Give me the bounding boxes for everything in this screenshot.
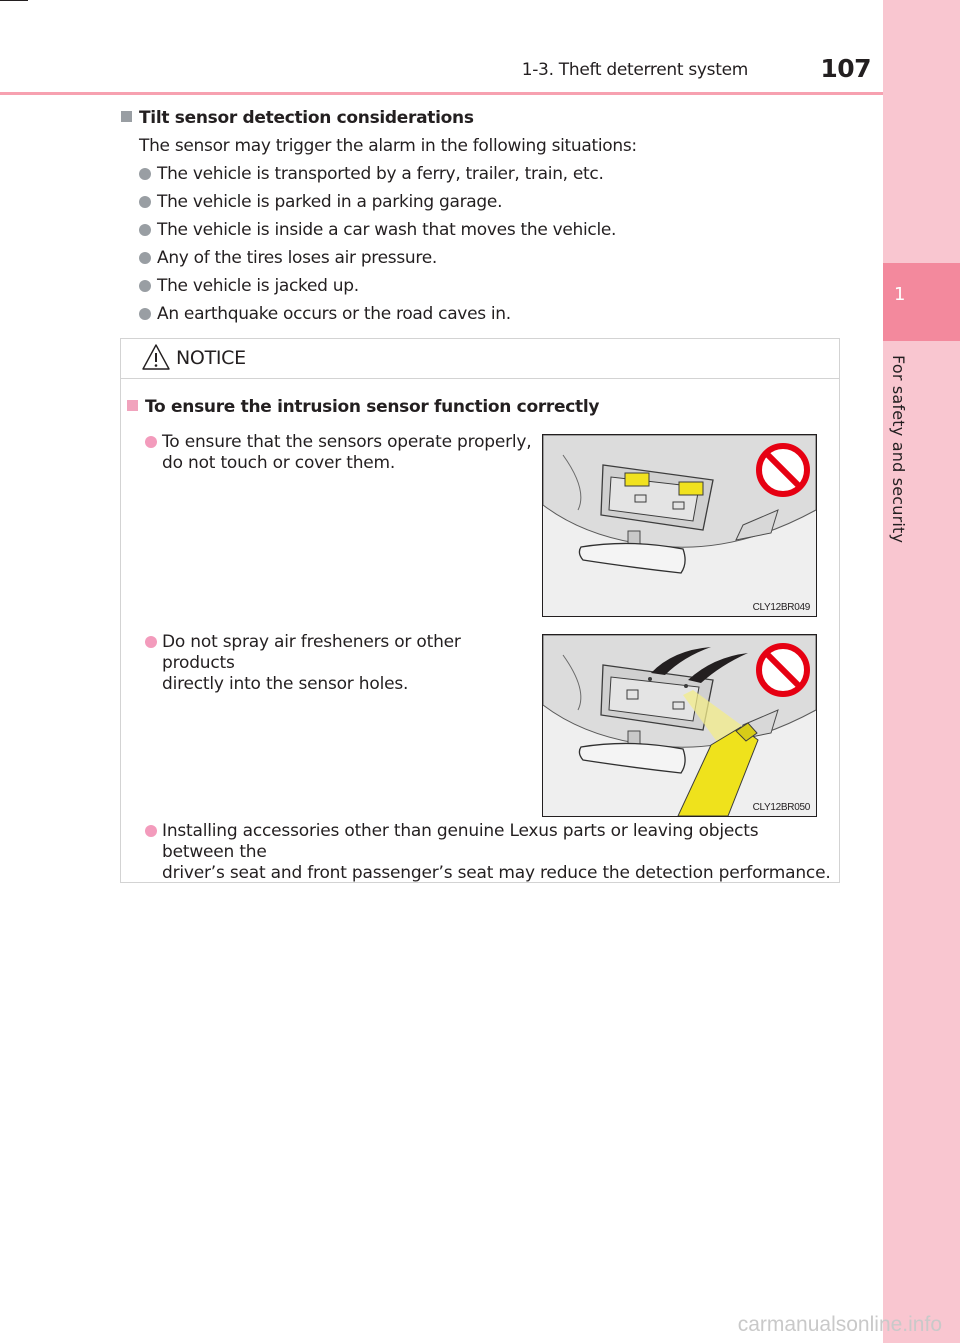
header-rule [0, 92, 883, 95]
list-item: The vehicle is jacked up. [139, 276, 616, 304]
warning-triangle-icon [141, 343, 171, 371]
notice-item [145, 432, 535, 474]
bullet-dot-icon [145, 436, 157, 448]
figure-code: CLY12BR050 [752, 802, 810, 813]
list-item: The vehicle is transported by a ferry, trailer, train, etc. [139, 164, 616, 192]
overhead-console-figure [543, 435, 816, 616]
prohibition-sign-icon [759, 646, 807, 694]
bullet-dot-icon [139, 196, 151, 208]
notice-title: NOTICE [176, 347, 246, 369]
tilt-situation-list [139, 164, 616, 332]
list-item: Any of the tires loses air pressure. [139, 248, 616, 276]
notice-item-line: Installing accessories other than genuine Lexus parts or leaving objects between the [162, 821, 759, 862]
bullet-dot-icon [139, 280, 151, 292]
notice-item [145, 632, 535, 695]
crop-mark-left [0, 0, 28, 1]
tilt-section-heading [121, 108, 474, 128]
notice-heading [127, 397, 599, 417]
chapter-number: 1 [894, 284, 906, 305]
bullet-dot-icon [139, 168, 151, 180]
notice-item [145, 821, 835, 884]
square-bullet-icon [127, 400, 138, 411]
section-title: 1-3. Theft deterrent system [521, 60, 748, 80]
bullet-dot-icon [145, 825, 157, 837]
bullet-dot-icon [145, 636, 157, 648]
bullet-dot-icon [139, 224, 151, 236]
notice-item-line: To ensure that the sensors operate properly, [162, 432, 532, 452]
watermark: carmanualsonline.info [737, 1313, 942, 1336]
tilt-heading-text: Tilt sensor detection considerations [139, 108, 474, 128]
notice-box [120, 338, 840, 883]
notice-item-line: Do not spray air fresheners or other products [162, 632, 461, 673]
tilt-intro: The sensor may trigger the alarm in the following situations: [139, 136, 637, 156]
list-item: The vehicle is parked in a parking garage. [139, 192, 616, 220]
figure-code: CLY12BR049 [752, 602, 810, 613]
square-bullet-icon [121, 111, 132, 122]
sensor-illustration [542, 434, 817, 617]
list-item: The vehicle is inside a car wash that moves the vehicle. [139, 220, 616, 248]
bullet-dot-icon [139, 308, 151, 320]
notice-item-line: do not touch or cover them. [162, 453, 396, 473]
page-number: 107 [820, 54, 871, 83]
notice-item-line: directly into the sensor holes. [162, 674, 409, 694]
chapter-side-tab [883, 0, 960, 1343]
notice-heading-text: To ensure the intrusion sensor function correctly [145, 397, 600, 417]
notice-item-line: driver’s seat and front passenger’s seat may reduce the detection performance. [162, 863, 831, 883]
notice-header [121, 339, 839, 379]
list-item: An earthquake occurs or the road caves in. [139, 304, 616, 332]
spray-illustration [542, 634, 817, 817]
chapter-title: For safety and security [889, 355, 908, 544]
bullet-dot-icon [139, 252, 151, 264]
prohibition-sign-icon [759, 446, 807, 494]
overhead-console-spray-figure [543, 635, 816, 816]
